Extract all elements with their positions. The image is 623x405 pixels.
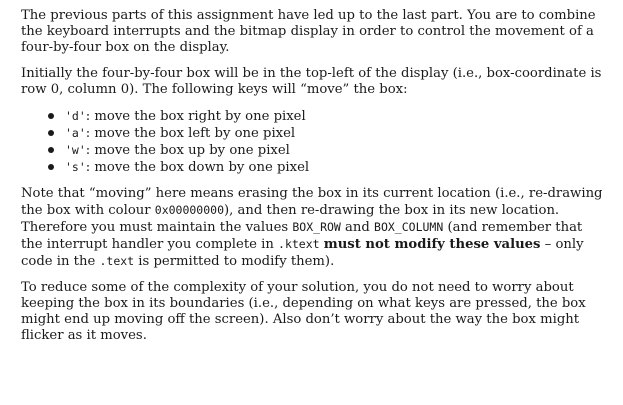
key-description: : move the box left by one pixel (85, 126, 296, 141)
key-item-w (48, 142, 605, 159)
emphasis-warning: must not modify these values (323, 237, 541, 252)
closing-paragraph: To reduce some of the complexity of your solution, you do not need to worry about keeping the box in its boundaries (i.e., depending on what keys are pressed, the box might end up moving off the screen). Also don’t worry about the way the box might flicker as it moves. (21, 280, 586, 343)
key-code: 'w' (65, 143, 86, 157)
key-item-a (48, 125, 605, 142)
key-bindings-list (21, 108, 605, 176)
note-text: is permitted to modify them). (134, 254, 335, 269)
key-code: 'a' (65, 126, 86, 140)
key-description: : move the box up by one pixel (85, 143, 290, 158)
note-paragraph (21, 186, 605, 270)
ktext-segment: .ktext (278, 237, 320, 251)
note-text: and (340, 220, 375, 235)
note-text: – only code in the (21, 237, 584, 269)
note-text: ), and then re-drawing the box in its new location. Therefore you must maintain the values (21, 203, 560, 235)
key-item-s (48, 159, 605, 176)
key-code: 's' (65, 160, 86, 174)
box-column-variable: BOX_COLUMN (374, 220, 444, 234)
initial-position-paragraph: Initially the four-by-four box will be in the top-left of the display (i.e., box-coordinate is row 0, column 0). The following keys will “move” the box: (21, 66, 602, 97)
key-description: : move the box right by one pixel (85, 109, 306, 124)
note-text: Note that “moving” here means erasing the box in its current location (i.e., re-drawing the box with colour (21, 186, 603, 218)
box-row-variable: BOX_ROW (292, 220, 341, 234)
key-code: 'd' (65, 109, 86, 123)
key-description: : move the box down by one pixel (85, 160, 310, 175)
text-segment: .text (99, 254, 135, 268)
colour-code: 0x00000000 (154, 203, 225, 217)
intro-paragraph: The previous parts of this assignment have led up to the last part. You are to combine the keyboard interrupts and the bitmap display in order to control the movement of a four-by-four box on the display. (21, 8, 596, 55)
key-item-d (48, 108, 605, 125)
note-text: (and remember that the interrupt handler you complete in (21, 220, 583, 252)
